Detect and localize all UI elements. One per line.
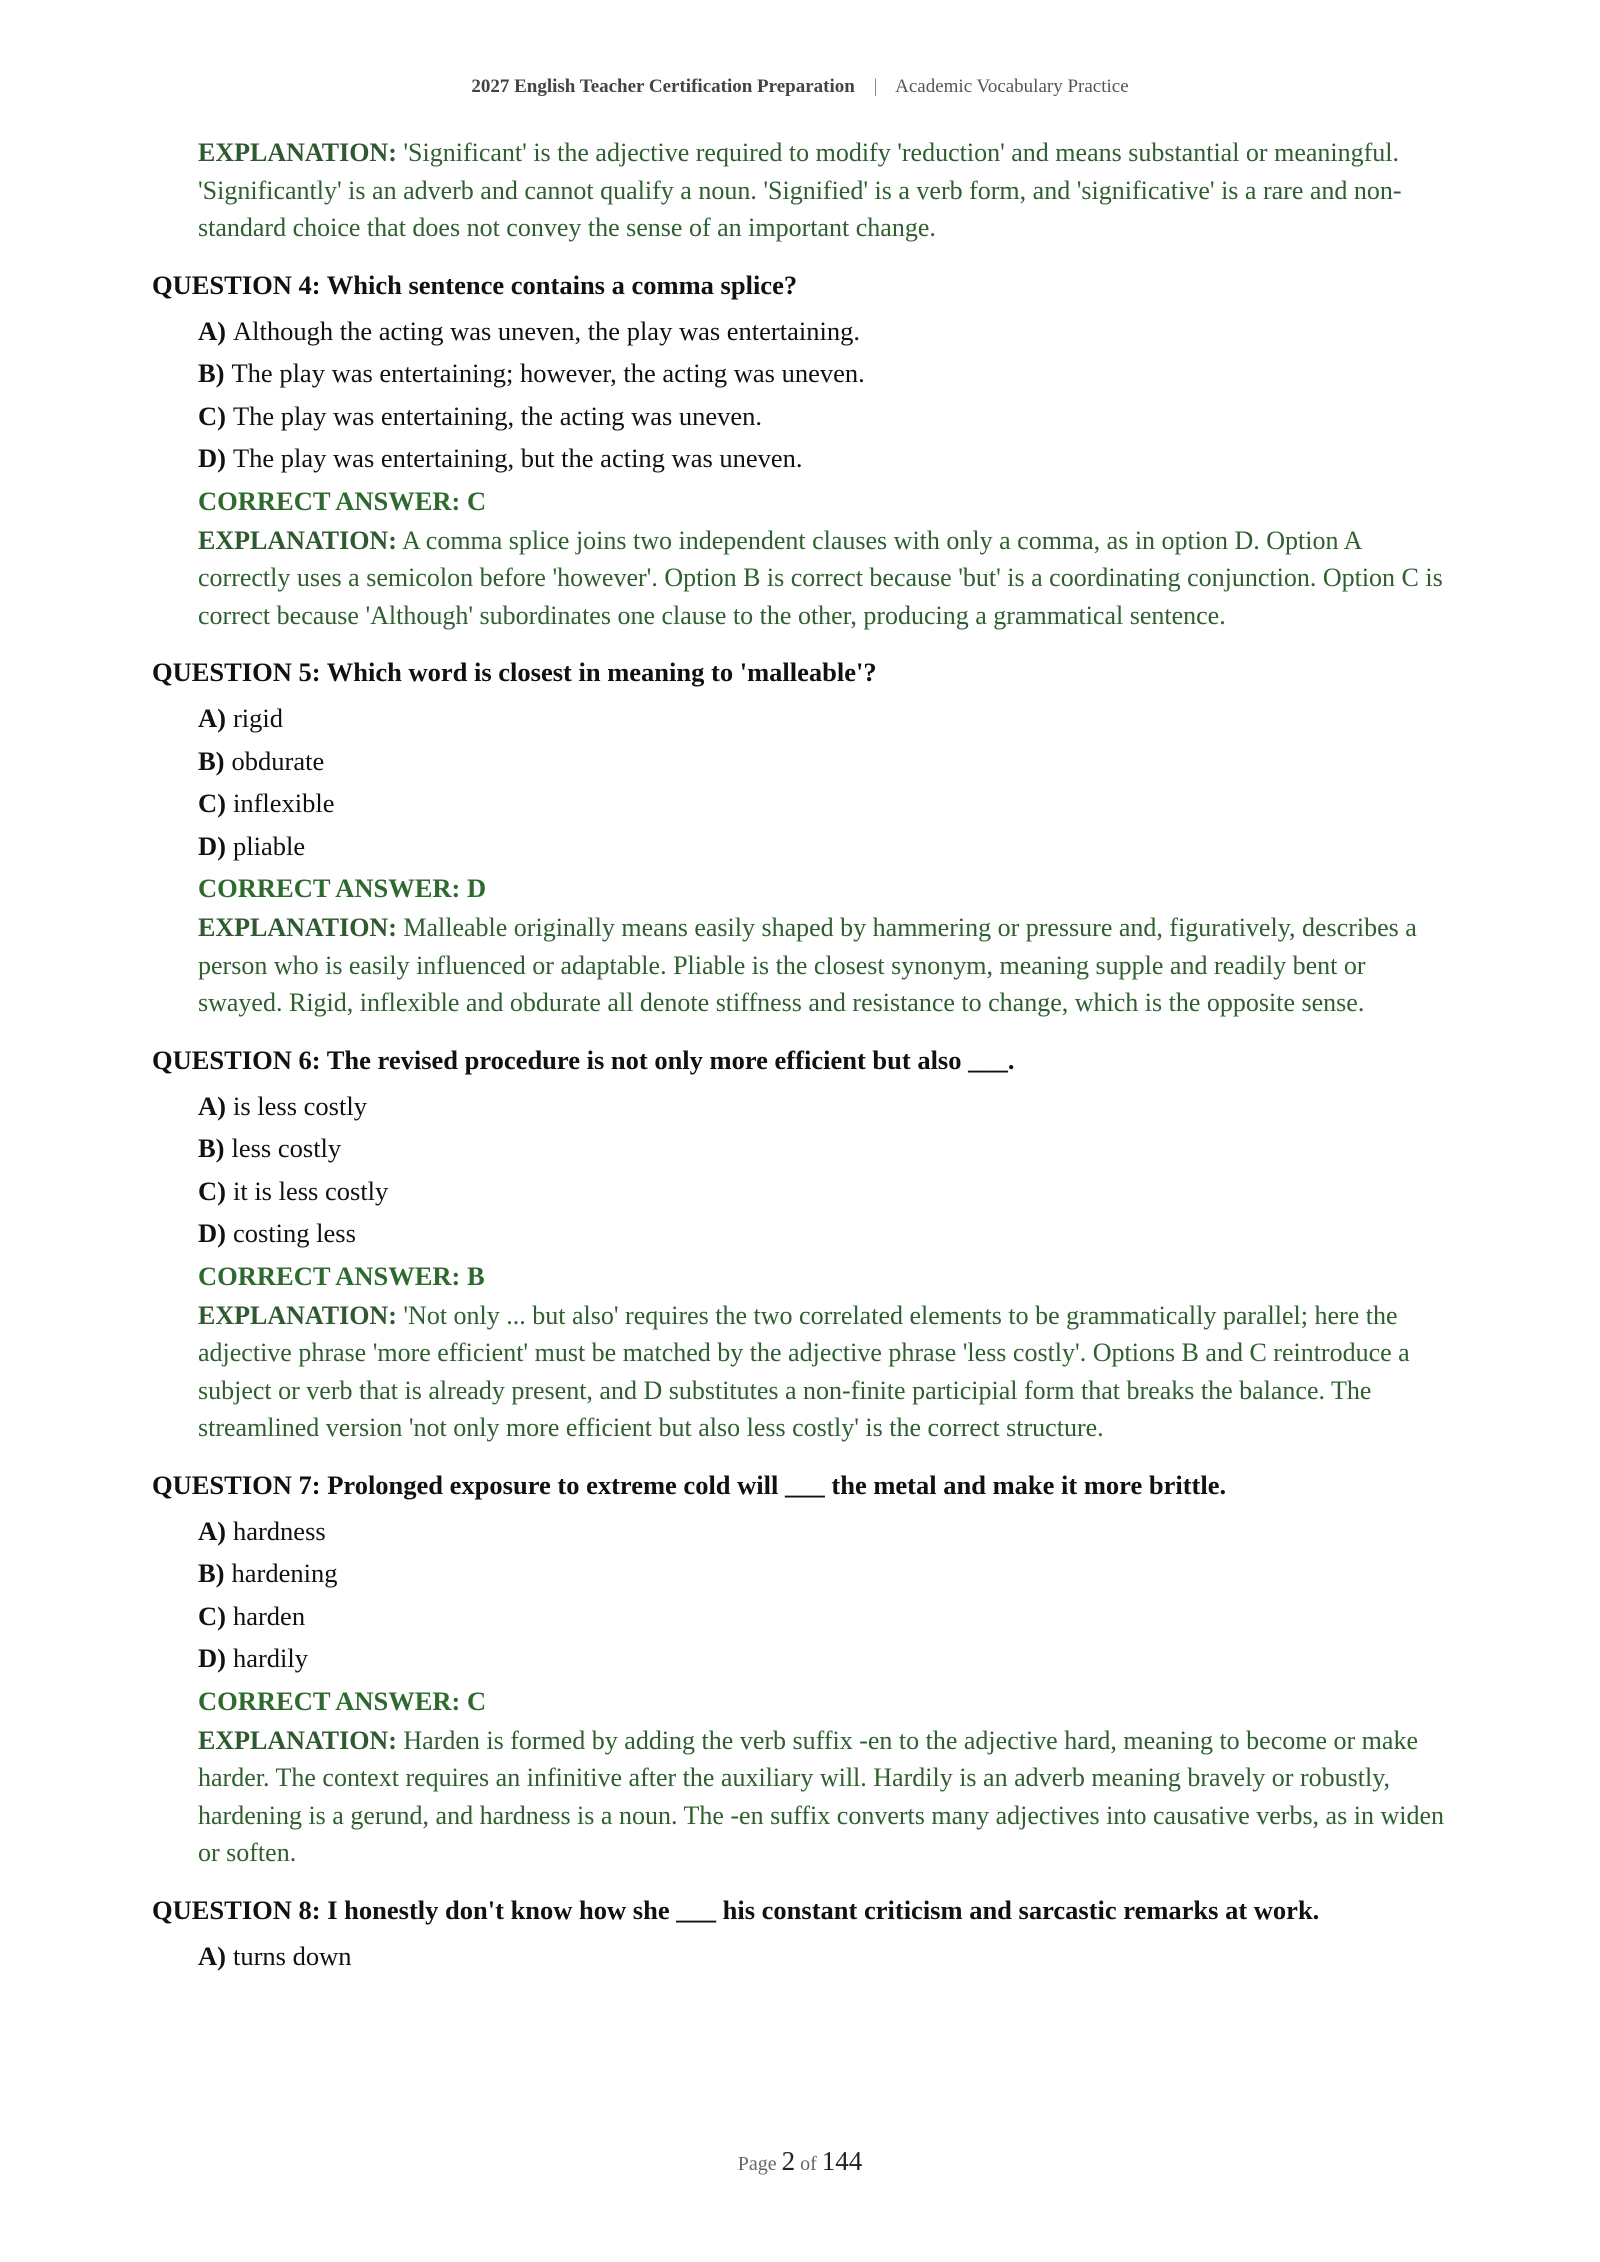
option-item	[198, 697, 1452, 740]
correct-answer-label: CORRECT ANSWER:	[198, 485, 461, 516]
correct-answer-label: CORRECT ANSWER:	[198, 1685, 461, 1716]
correct-answer	[198, 1255, 1452, 1297]
option-letter: D)	[198, 1643, 226, 1673]
option-item	[198, 740, 1452, 783]
option-letter: D)	[198, 1218, 226, 1248]
header-title: 2027 English Teacher Certification Preparation	[471, 76, 855, 97]
correct-answer-value: B	[466, 1260, 485, 1291]
option-letter: C)	[198, 400, 226, 431]
option-item	[198, 1510, 1452, 1553]
correct-answer	[198, 867, 1452, 909]
option-text: rigid	[232, 703, 284, 733]
question-title: QUESTION 4: Which sentence contains a comma splice?	[152, 269, 798, 300]
page-content	[152, 134, 1452, 1977]
question-block-5	[152, 654, 1452, 1022]
option-item	[198, 1170, 1452, 1213]
option-item	[198, 1935, 1452, 1978]
explanation	[198, 909, 1452, 1022]
explanation-label: EXPLANATION:	[198, 1300, 397, 1330]
correct-answer-value: C	[466, 485, 487, 516]
option-text: costing less	[232, 1218, 356, 1248]
page-footer	[0, 2146, 1600, 2177]
option-text: pliable	[232, 830, 306, 861]
explanation-text: 'Significant' is the adjective required to modify 'reduction' and means substantial or meaningful. 'Significantly' is an adverb and cannot qualify a noun. 'Signified' is a verb form, and 'significative' is a rare and non-standard choice that does not convey the sense of an important change.	[198, 138, 1402, 242]
option-text: hardening	[231, 1558, 338, 1588]
question-block-6	[152, 1042, 1452, 1447]
option-letter: C)	[198, 1175, 226, 1206]
option-text: The play was entertaining, the acting was uneven.	[232, 400, 763, 431]
question-title: QUESTION 8: I honestly don't know how she ___ his constant criticism and sarcastic remarks at work.	[152, 1894, 1320, 1925]
header-subtitle: Academic Vocabulary Practice	[895, 76, 1129, 97]
explanation	[198, 1297, 1452, 1447]
explanation-label: EXPLANATION:	[198, 1725, 397, 1755]
option-text: The play was entertaining, but the acting was uneven.	[232, 443, 803, 473]
option-letter: A)	[198, 703, 226, 733]
correct-answer-label: CORRECT ANSWER:	[198, 1260, 461, 1291]
option-text: is less costly	[232, 1090, 367, 1121]
header-separator: |	[873, 76, 878, 97]
lead-explanation	[198, 134, 1452, 247]
question-title: QUESTION 5: Which word is closest in meaning to 'malleable'?	[152, 657, 877, 687]
option-letter: B)	[198, 1558, 225, 1588]
option-letter: A)	[198, 1515, 226, 1546]
option-item	[198, 1127, 1452, 1170]
option-item	[198, 1637, 1452, 1680]
option-letter: A)	[198, 315, 226, 346]
option-letter: D)	[198, 443, 226, 473]
option-letter: B)	[198, 358, 225, 388]
option-item	[198, 1085, 1452, 1128]
question-block-7	[152, 1467, 1452, 1872]
option-text: hardily	[232, 1643, 309, 1673]
option-text: inflexible	[232, 788, 335, 818]
correct-answer	[198, 480, 1452, 522]
question-block-4	[152, 267, 1452, 635]
correct-answer	[198, 1680, 1452, 1722]
option-item	[198, 395, 1452, 438]
option-item	[198, 825, 1452, 868]
option-text: turns down	[232, 1940, 352, 1971]
option-letter: A)	[198, 1090, 226, 1121]
explanation-label: EXPLANATION:	[198, 525, 397, 555]
option-letter: B)	[198, 745, 225, 776]
option-text: harden	[232, 1600, 306, 1631]
of-word: of	[800, 2153, 817, 2175]
option-item	[198, 782, 1452, 825]
option-text: obdurate	[231, 745, 325, 776]
option-text: it is less costly	[232, 1175, 389, 1206]
option-letter: D)	[198, 830, 226, 861]
option-letter: A)	[198, 1940, 226, 1971]
option-item	[198, 437, 1452, 480]
question-title: QUESTION 6: The revised procedure is not only more efficient but also ___.	[152, 1044, 1015, 1075]
explanation-text: Harden is formed by adding the verb suffix -en to the adjective hard, meaning to become or make harder. The context requires an infinitive after the auxiliary will. Hardily is an adverb meaning bravely or robustly, hardening is a gerund, and hardness is a noun. The -en suffix converts many adjectives into causative verbs, as in widen or soften.	[198, 1725, 1444, 1867]
option-text: less costly	[231, 1133, 342, 1163]
explanation-text: A comma splice joins two independent clauses with only a comma, as in option D. Option A correctly uses a semicolon before 'however'. Option B is correct because 'but' is a coordinating conjunction. Option C is correct because 'Although' subordinates one clause to the other, producing a grammatical sentence.	[198, 525, 1443, 630]
explanation-label: EXPLANATION:	[198, 138, 397, 167]
option-letter: C)	[198, 1600, 226, 1631]
option-item	[198, 1212, 1452, 1255]
correct-answer-value: C	[466, 1685, 487, 1716]
option-list	[198, 1935, 1452, 1978]
page-number: 2	[781, 2146, 796, 2176]
option-letter: C)	[198, 788, 226, 818]
explanation	[198, 522, 1452, 635]
question-block-8	[152, 1892, 1452, 1978]
option-list	[198, 310, 1452, 480]
explanation-text: Malleable originally means easily shaped by hammering or pressure and, figuratively, describes a person who is easily influenced or adaptable. Pliable is the closest synonym, meaning supple and readily bent or swayed. Rigid, inflexible and obdurate all denote stiffness and resistance to change, which is the opposite sense.	[198, 913, 1417, 1017]
option-item	[198, 1552, 1452, 1595]
total-pages: 144	[821, 2146, 863, 2176]
option-text: hardness	[232, 1515, 326, 1546]
option-item	[198, 352, 1452, 395]
option-letter: B)	[198, 1133, 225, 1163]
option-text: Although the acting was uneven, the play was entertaining.	[232, 315, 860, 346]
option-list	[198, 697, 1452, 867]
page-header	[0, 76, 1600, 98]
correct-answer-value: D	[466, 873, 487, 903]
option-text: The play was entertaining; however, the acting was uneven.	[231, 358, 865, 388]
explanation-label: EXPLANATION:	[198, 913, 397, 942]
correct-answer-label: CORRECT ANSWER:	[198, 873, 461, 903]
option-list	[198, 1510, 1452, 1680]
option-list	[198, 1085, 1452, 1255]
option-item	[198, 310, 1452, 353]
question-title: QUESTION 7: Prolonged exposure to extreme cold will ___ the metal and make it more brittle.	[152, 1469, 1227, 1500]
option-item	[198, 1595, 1452, 1638]
explanation-text: 'Not only ... but also' requires the two correlated elements to be grammatically parallel; here the adjective phrase 'more efficient' must be matched by the adjective phrase 'less costly'. Options B and C reintroduce a subject or verb that is already present, and D substitutes a non-finite participial form that breaks the balance. The streamlined version 'not only more efficient but also less costly' is the correct structure.	[198, 1300, 1410, 1442]
page-word: Page	[737, 2153, 777, 2175]
explanation	[198, 1722, 1452, 1872]
